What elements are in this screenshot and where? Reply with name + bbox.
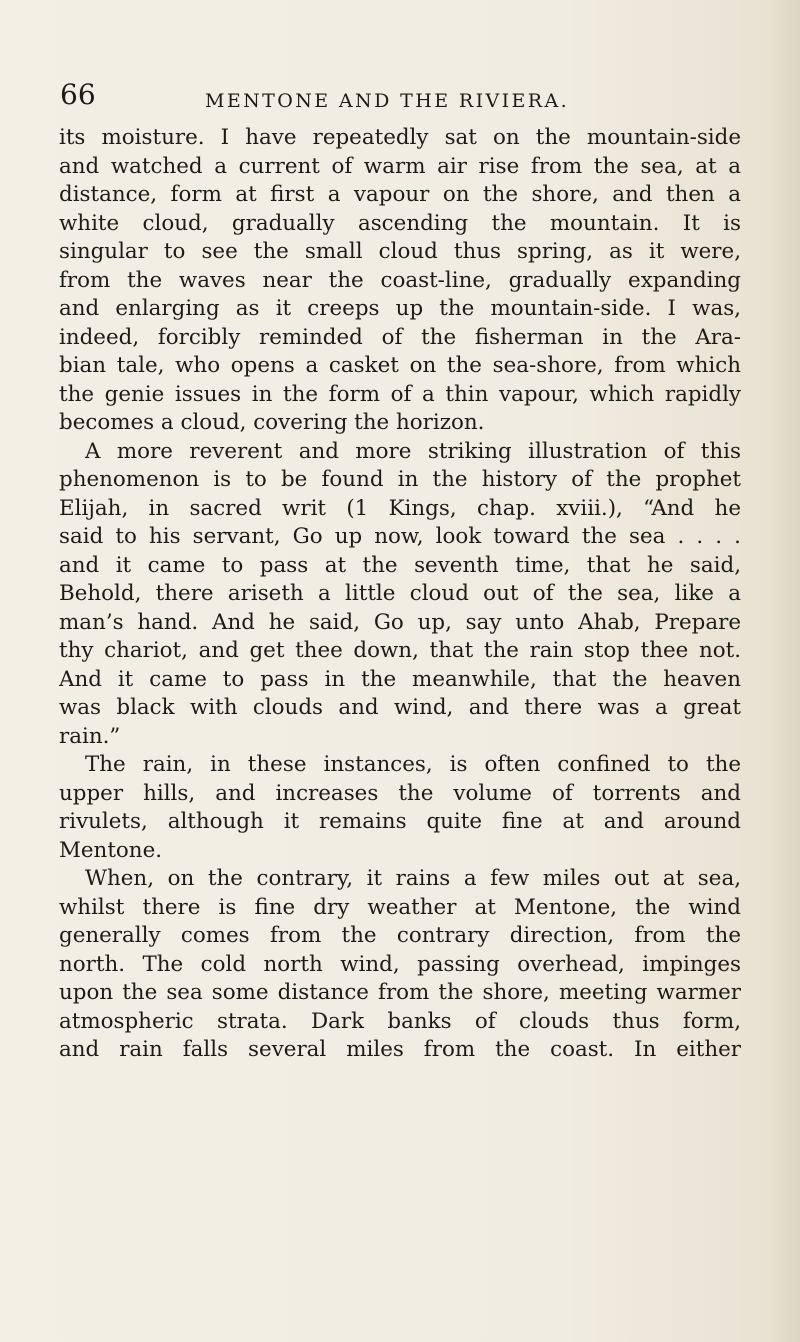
text-line: phenomenon is to be found in the history of the prophet — [59, 467, 741, 492]
text-line: bian tale, who opens a casket on the sea-shore, from which — [59, 353, 741, 378]
text-line: upper hills, and increases the volume of torrents and — [59, 780, 741, 806]
text-line: north. The cold north wind, passing overhead, impinges — [59, 951, 741, 977]
text-line: Mentone. — [59, 837, 163, 863]
text-line: white cloud, gradually ascending the mountain. It is — [59, 210, 741, 236]
text-line: man’s hand. And he said, Go up, say unto Ahab, Prepare — [59, 609, 741, 635]
text-line: becomes a cloud, covering the horizon. — [59, 410, 485, 435]
text-line: and rain falls several miles from the coast. In either — [59, 1037, 741, 1062]
text-line: rain.” — [59, 723, 121, 749]
text-line: generally comes from the contrary direction, from the — [59, 923, 741, 948]
page-header — [60, 78, 740, 118]
text-line: atmospheric strata. Dark banks of clouds thus form, — [59, 1008, 741, 1034]
running-title: MENTONE AND THE RIVIERA. — [205, 90, 570, 112]
text-line: And it came to pass in the meanwhile, that the heaven — [59, 666, 741, 692]
text-line: whilst there is fine dry weather at Mentone, the wind — [59, 894, 741, 920]
text-line: was black with clouds and wind, and there was a great — [59, 695, 741, 720]
text-line: its moisture. I have repeatedly sat on the mountain-side — [59, 125, 741, 150]
page-number: 66 — [60, 78, 96, 111]
text-line: Elijah, in sacred writ (1 Kings, chap. xviii.), “And he — [59, 495, 741, 521]
text-line: distance, form at first a vapour on the shore, and then a — [59, 182, 741, 207]
text-line: The rain, in these instances, is often confined to the — [85, 752, 741, 777]
text-line: and it came to pass at the seventh time, that he said, — [59, 552, 741, 578]
text-line: indeed, forcibly reminded of the fisherman in the Ara- — [59, 324, 741, 350]
text-line: singular to see the small cloud thus spring, as it were, — [59, 239, 741, 264]
text-line: A more reverent and more striking illustration of this — [85, 438, 741, 464]
text-line: rivulets, although it remains quite fine at and around — [59, 809, 741, 834]
text-line: and enlarging as it creeps up the mountain-side. I was, — [59, 296, 741, 321]
body-text — [59, 124, 741, 1065]
text-line: from the waves near the coast-line, gradually expanding — [59, 267, 741, 293]
text-line: upon the sea some distance from the shore, meeting warmer — [59, 980, 741, 1005]
text-line: When, on the contrary, it rains a few miles out at sea, — [85, 866, 741, 891]
text-line: Behold, there ariseth a little cloud out of the sea, like a — [59, 581, 741, 606]
text-line: and watched a current of warm air rise from the sea, at a — [59, 153, 741, 179]
text-line: thy chariot, and get thee down, that the rain stop thee not. — [59, 638, 741, 663]
text-line: said to his servant, Go up now, look toward the sea . . . . — [59, 524, 741, 549]
text-line: the genie issues in the form of a thin vapour, which rapidly — [59, 381, 741, 407]
